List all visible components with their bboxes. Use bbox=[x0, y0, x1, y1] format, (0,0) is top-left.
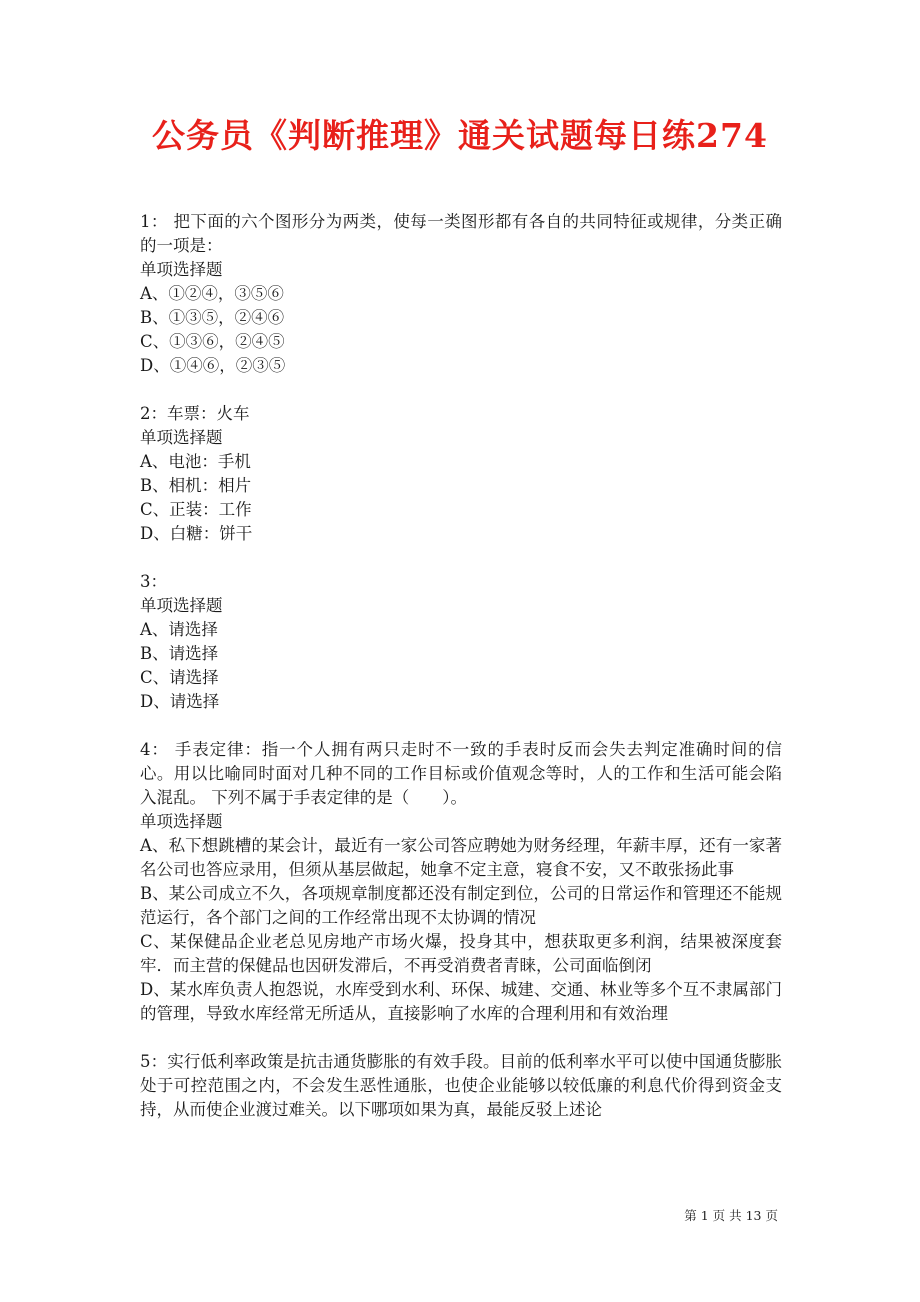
option-d: D、某水库负责人抱怨说，水库受到水利、环保、城建、交通、林业等多个互不隶属部门的管理，导致水库经常无所适从，直接影响了水库的合理利用和有效治理 bbox=[140, 980, 782, 1023]
page-footer bbox=[684, 1208, 778, 1224]
option-d: D、白糖：饼干 bbox=[140, 524, 253, 543]
question-text: 3： bbox=[140, 572, 167, 591]
option-a: A、①②④，③⑤⑥ bbox=[140, 284, 284, 303]
option-d: D、①④⑥，②③⑤ bbox=[140, 356, 286, 375]
question-text: 5：实行低利率政策是抗击通货膨胀的有效手段。目前的低利率水平可以使中国通货膨胀处于可控范围之内，不会发生恶性通胀，也使企业能够以较低廉的利息代价得到资金支持，从而使企业渡过难关。以下哪项如果为真，最能反驳上述论 bbox=[140, 1052, 782, 1119]
page-title: 公务员《判断推理》通关试题每日练274 bbox=[152, 116, 768, 155]
question-3 bbox=[140, 570, 782, 714]
question-type: 单项选择题 bbox=[140, 428, 223, 447]
question-4 bbox=[140, 738, 782, 1026]
question-1 bbox=[140, 210, 782, 378]
question-type: 单项选择题 bbox=[140, 260, 223, 279]
option-a: A、请选择 bbox=[140, 620, 218, 639]
question-type: 单项选择题 bbox=[140, 812, 223, 831]
footer-prefix: 第 bbox=[684, 1208, 701, 1223]
option-c: C、正装：工作 bbox=[140, 500, 252, 519]
footer-suffix: 页 bbox=[761, 1208, 778, 1223]
question-type: 单项选择题 bbox=[140, 596, 223, 615]
question-5 bbox=[140, 1050, 782, 1122]
option-c: C、某保健品企业老总见房地产市场火爆，投身其中，想获取更多利润，结果被深度套牢．而主营的保健品也因研发滞后，不再受消费者青睐，公司面临倒闭 bbox=[140, 932, 782, 975]
option-b: B、①③⑤，②④⑥ bbox=[140, 308, 285, 327]
question-2 bbox=[140, 402, 782, 546]
option-b: B、相机：相片 bbox=[140, 476, 252, 495]
option-c: C、请选择 bbox=[140, 668, 219, 687]
total-page-count: 13 bbox=[745, 1208, 762, 1223]
question-text: 2：车票：火车 bbox=[140, 404, 250, 423]
question-list bbox=[140, 210, 782, 1146]
option-b: B、某公司成立不久，各项规章制度都还没有制定到位，公司的日常运作和管理还不能规范运行，各个部门之间的工作经常出现不太协调的情况 bbox=[140, 884, 782, 927]
current-page-number: 1 bbox=[700, 1208, 709, 1223]
question-text: 1： 把下面的六个图形分为两类，使每一类图形都有各自的共同特征或规律，分类正确的一项是： bbox=[140, 212, 782, 255]
option-c: C、①③⑥，②④⑤ bbox=[140, 332, 285, 351]
footer-middle: 页 共 bbox=[708, 1208, 746, 1223]
option-a: A、私下想跳槽的某会计，最近有一家公司答应聘她为财务经理，年薪丰厚，还有一家著名公司也答应录用，但须从基层做起，她拿不定主意，寝食不安，又不敢张扬此事 bbox=[140, 836, 782, 879]
option-d: D、请选择 bbox=[140, 692, 220, 711]
option-a: A、电池：手机 bbox=[140, 452, 251, 471]
option-b: B、请选择 bbox=[140, 644, 219, 663]
question-text: 4： 手表定律：指一个人拥有两只走时不一致的手表时反而会失去判定准确时间的信心。用以比喻同时面对几种不同的工作目标或价值观念等时，人的工作和生活可能会陷入混乱。 下列不属于手表定律的是（ ）。 bbox=[140, 740, 782, 807]
